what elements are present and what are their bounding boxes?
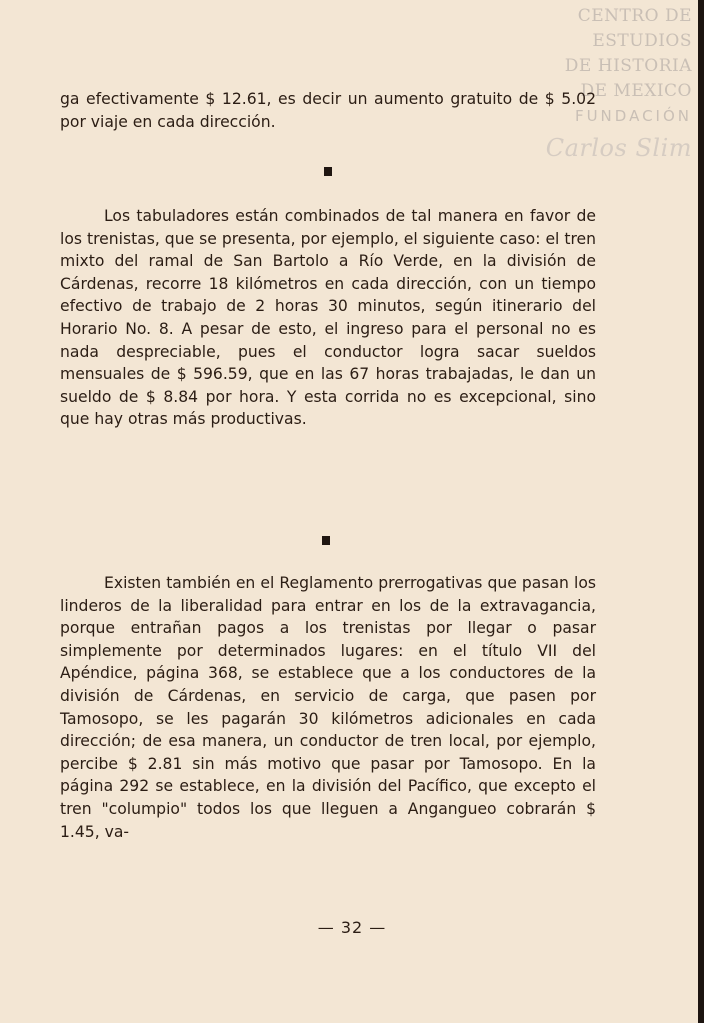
- paragraph-text: Los tabuladores están combinados de tal manera en favor de los trenistas, que se presenta, por ejemplo, el siguiente caso: el tren mixto del ramal de San Bartolo a Río Verde, en la división de Cárdenas, recorre 18 kilómetros en cada dirección, con un tiempo efectivo de trabajo de 2 horas 30 minutos, según itinerario del Horario No. 8. A pesar de esto, el ingreso para el personal no es nada despreciable, pues el conductor logra sacar sueldos mensuales de $ 596.59, que en las 67 horas trabajadas, le dan un sueldo de $ 8.84 por hora. Y esta corrida no es excepcional, sino que hay otras más productivas.: [60, 207, 596, 429]
- scan-edge: [698, 0, 704, 1023]
- watermark-signature: Carlos Slim: [545, 134, 692, 162]
- watermark-line: ESTUDIOS: [592, 31, 692, 51]
- section-separator: [324, 167, 332, 176]
- paragraph-text: ga efectivamente $ 12.61, es decir un aumento gratuito de $ 5.02 por viaje en cada dirección.: [60, 90, 596, 131]
- paragraph-reglamento: [60, 572, 596, 843]
- watermark-line: CENTRO DE: [577, 6, 692, 26]
- watermark-line: DE HISTORIA: [564, 56, 692, 76]
- archive-watermark: [542, 4, 692, 165]
- watermark-line: DE MEXICO: [580, 81, 692, 101]
- paragraph-tabuladores: [60, 205, 596, 431]
- page-number: — 32 —: [317, 918, 387, 937]
- paragraph-text: Existen también en el Reglamento prerrogativas que pasan los linderos de la liberalidad para entrar en los de la extravagancia, porque entrañan pagos a los trenistas por llegar o pasar simplemente por determinados lugares: en el título VII del Apéndice, página 368, se establece que a los conductores de la división de Cárdenas, en servicio de carga, que pasen por Tamosopo, se les pagarán 30 kilómetros adicionales en cada dirección; de esa manera, un conductor de tren local, por ejemplo, percibe $ 2.81 sin más motivo que pasar por Tamosopo. En la página 292 se establece, en la división del Pacífico, que excepto el tren "columpio" todos los que lleguen a Angangueo cobrarán $ 1.45, va-: [60, 574, 596, 841]
- paragraph-continuation: [60, 88, 596, 133]
- watermark-line: FUNDACIÓN: [574, 107, 692, 125]
- section-separator: [322, 536, 330, 545]
